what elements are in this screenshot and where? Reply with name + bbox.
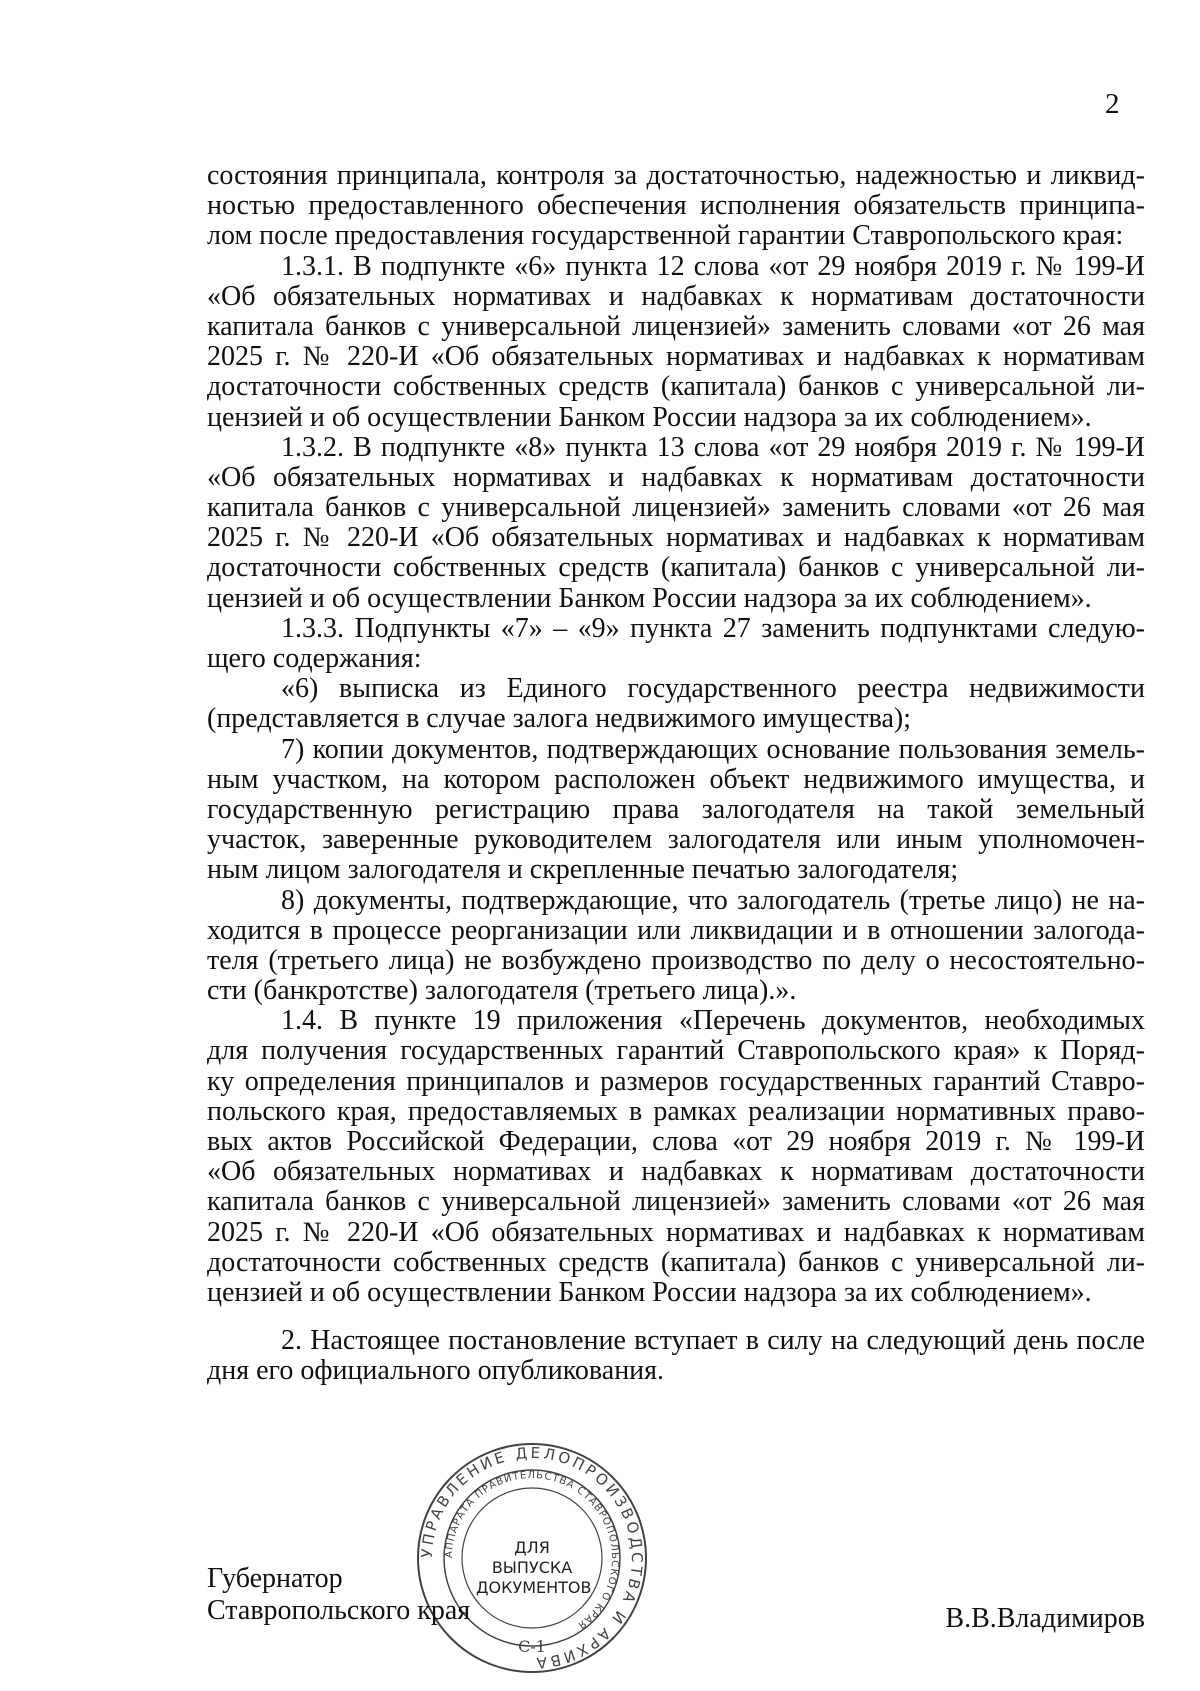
text-line: ку определения принципалов и размеров государственных гарантий Ставро- (207, 1065, 1145, 1097)
text-line: ходится в процессе реорганизации или ликвидации и в отношении залогода- (207, 914, 1145, 946)
text-line: польского края, предоставляемых в рамках реализации нормативных право- (207, 1095, 1145, 1127)
paragraph (207, 886, 1145, 1007)
page-number: 2 (1105, 88, 1120, 120)
paragraph (207, 1326, 1145, 1386)
text-line: сти (банкротстве) залогодателя (третьего лица).». (207, 975, 797, 1007)
text-line: 1.3.3. Подпункты «7» – «9» пункта 27 заменить подпунктами следую- (281, 612, 1145, 644)
text-line: достаточности собственных средств (капитала) банков с универсальной ли- (207, 371, 1145, 403)
text-line: 2025 г. № 220-И «Об обязательных нормативах и надбавках к нормативам (207, 522, 1145, 554)
text-line: 2025 г. № 220-И «Об обязательных нормативах и надбавках к нормативам (207, 1216, 1145, 1248)
stamp-inner-ring-text: АППАРАТА ПРАВИТЕЛЬСТВА СТАВРОПОЛЬСКОГО КРАЯ (443, 1469, 621, 1631)
text-line: 8) документы, подтверждающие, что залогодатель (третье лицо) не на- (281, 884, 1145, 916)
stamp-outer-text: УПРАВЛЕНИЕ ДЕЛОПРОИЗВОДСТВА И АРХИВА (417, 1443, 647, 1673)
text-line: участок, заверенные руководителем залогодателя или иным уполномочен- (207, 824, 1145, 856)
text-line: государственную регистрацию права залогодателя на такой земельный (207, 793, 1145, 825)
text-line: 1.3.2. В подпункте «8» пункта 13 слова «от 29 ноября 2019 г. № 199-И (281, 431, 1145, 463)
text-line: «Об обязательных нормативах и надбавках к нормативам достаточности (207, 461, 1145, 493)
text-line: ностью предоставленного обеспечения исполнения обязательств принципа- (207, 190, 1145, 222)
text-line: (представляется в случае залога недвижимого имущества); (207, 703, 912, 735)
text-line: щего содержания: (207, 643, 422, 674)
stamp-center-line3: ДОКУМЕНТОВ (476, 1578, 592, 1597)
text-line: 1.3.1. В подпункте «6» пункта 12 слова «от 29 ноября 2019 г. № 199-И (281, 250, 1145, 282)
text-line: вых актов Российской Федерации, слова «от 29 ноября 2019 г. № 199-И (207, 1126, 1145, 1157)
text-line: «Об обязательных нормативах и надбавках к нормативам достаточности (207, 280, 1145, 312)
stamp-code: С-1 (518, 1637, 546, 1656)
text-line: ным участком, на котором расположен объект недвижимого имущества, и (207, 763, 1145, 795)
text-line: лом после предоставления государственной гарантии Ставропольского края: (207, 220, 1124, 252)
stamp-center-line2: ВЫПУСКА (491, 1558, 573, 1577)
stamp-center-line1: ДЛЯ (514, 1538, 550, 1557)
text-line: теля (третьего лица) не возбуждено производство по делу о несостоятельно- (207, 944, 1145, 976)
text-line: дня его официального опубликования. (207, 1355, 665, 1387)
paragraph (207, 674, 1145, 734)
text-line: достаточности собственных средств (капитала) банков с универсальной ли- (207, 552, 1145, 584)
paragraph (207, 433, 1145, 614)
document-body (207, 161, 1145, 1387)
paragraph (207, 161, 1145, 252)
text-line: капитала банков с универсальной лицензией» заменить словами «от 26 мая (207, 1186, 1145, 1218)
text-line: «6) выписка из Единого государственного реестра недвижимости (281, 673, 1145, 705)
text-line: цензией и об осуществлении Банком России надзора за их соблюдением». (207, 401, 1092, 433)
text-line: «Об обязательных нормативах и надбавках к нормативам достаточности (207, 1156, 1145, 1188)
text-line: цензией и об осуществлении Банком России надзора за их соблюдением». (207, 582, 1092, 614)
paragraph (207, 252, 1145, 433)
paragraph (207, 1006, 1145, 1308)
text-line: капитала банков с универсальной лицензией» заменить словами «от 26 мая (207, 310, 1145, 342)
signature-name: В.В.Владимиров (945, 1603, 1145, 1634)
signature-title-line2: Ставропольского края (207, 1595, 471, 1626)
text-line: цензией и об осуществлении Банком России надзора за их соблюдением». (207, 1276, 1092, 1308)
text-line: капитала банков с универсальной лицензией» заменить словами «от 26 мая (207, 492, 1145, 524)
text-line: 1.4. В пункте 19 приложения «Перечень документов, необходимых (281, 1005, 1145, 1037)
text-line: 2025 г. № 220-И «Об обязательных нормативах и надбавках к нормативам (207, 341, 1145, 373)
text-line: ным лицом залогодателя и скрепленные печатью залогодателя; (207, 854, 959, 886)
text-line: для получения государственных гарантий Ставропольского края» к Поряд- (207, 1035, 1145, 1067)
text-line: 7) копии документов, подтверждающих основание пользования земель- (281, 733, 1145, 765)
text-line: 2. Настоящее постановление вступает в силу на следующий день после (281, 1325, 1145, 1357)
signature-block (207, 1563, 1145, 1634)
paragraph-gap (207, 1308, 1145, 1326)
signature-title-line1: Губернатор (207, 1563, 343, 1594)
text-line: достаточности собственных средств (капитала) банков с универсальной ли- (207, 1246, 1145, 1278)
paragraph (207, 735, 1145, 886)
text-line: состояния принципала, контроля за достаточностью, надежностью и ликвид- (207, 160, 1145, 191)
paragraph (207, 614, 1145, 674)
